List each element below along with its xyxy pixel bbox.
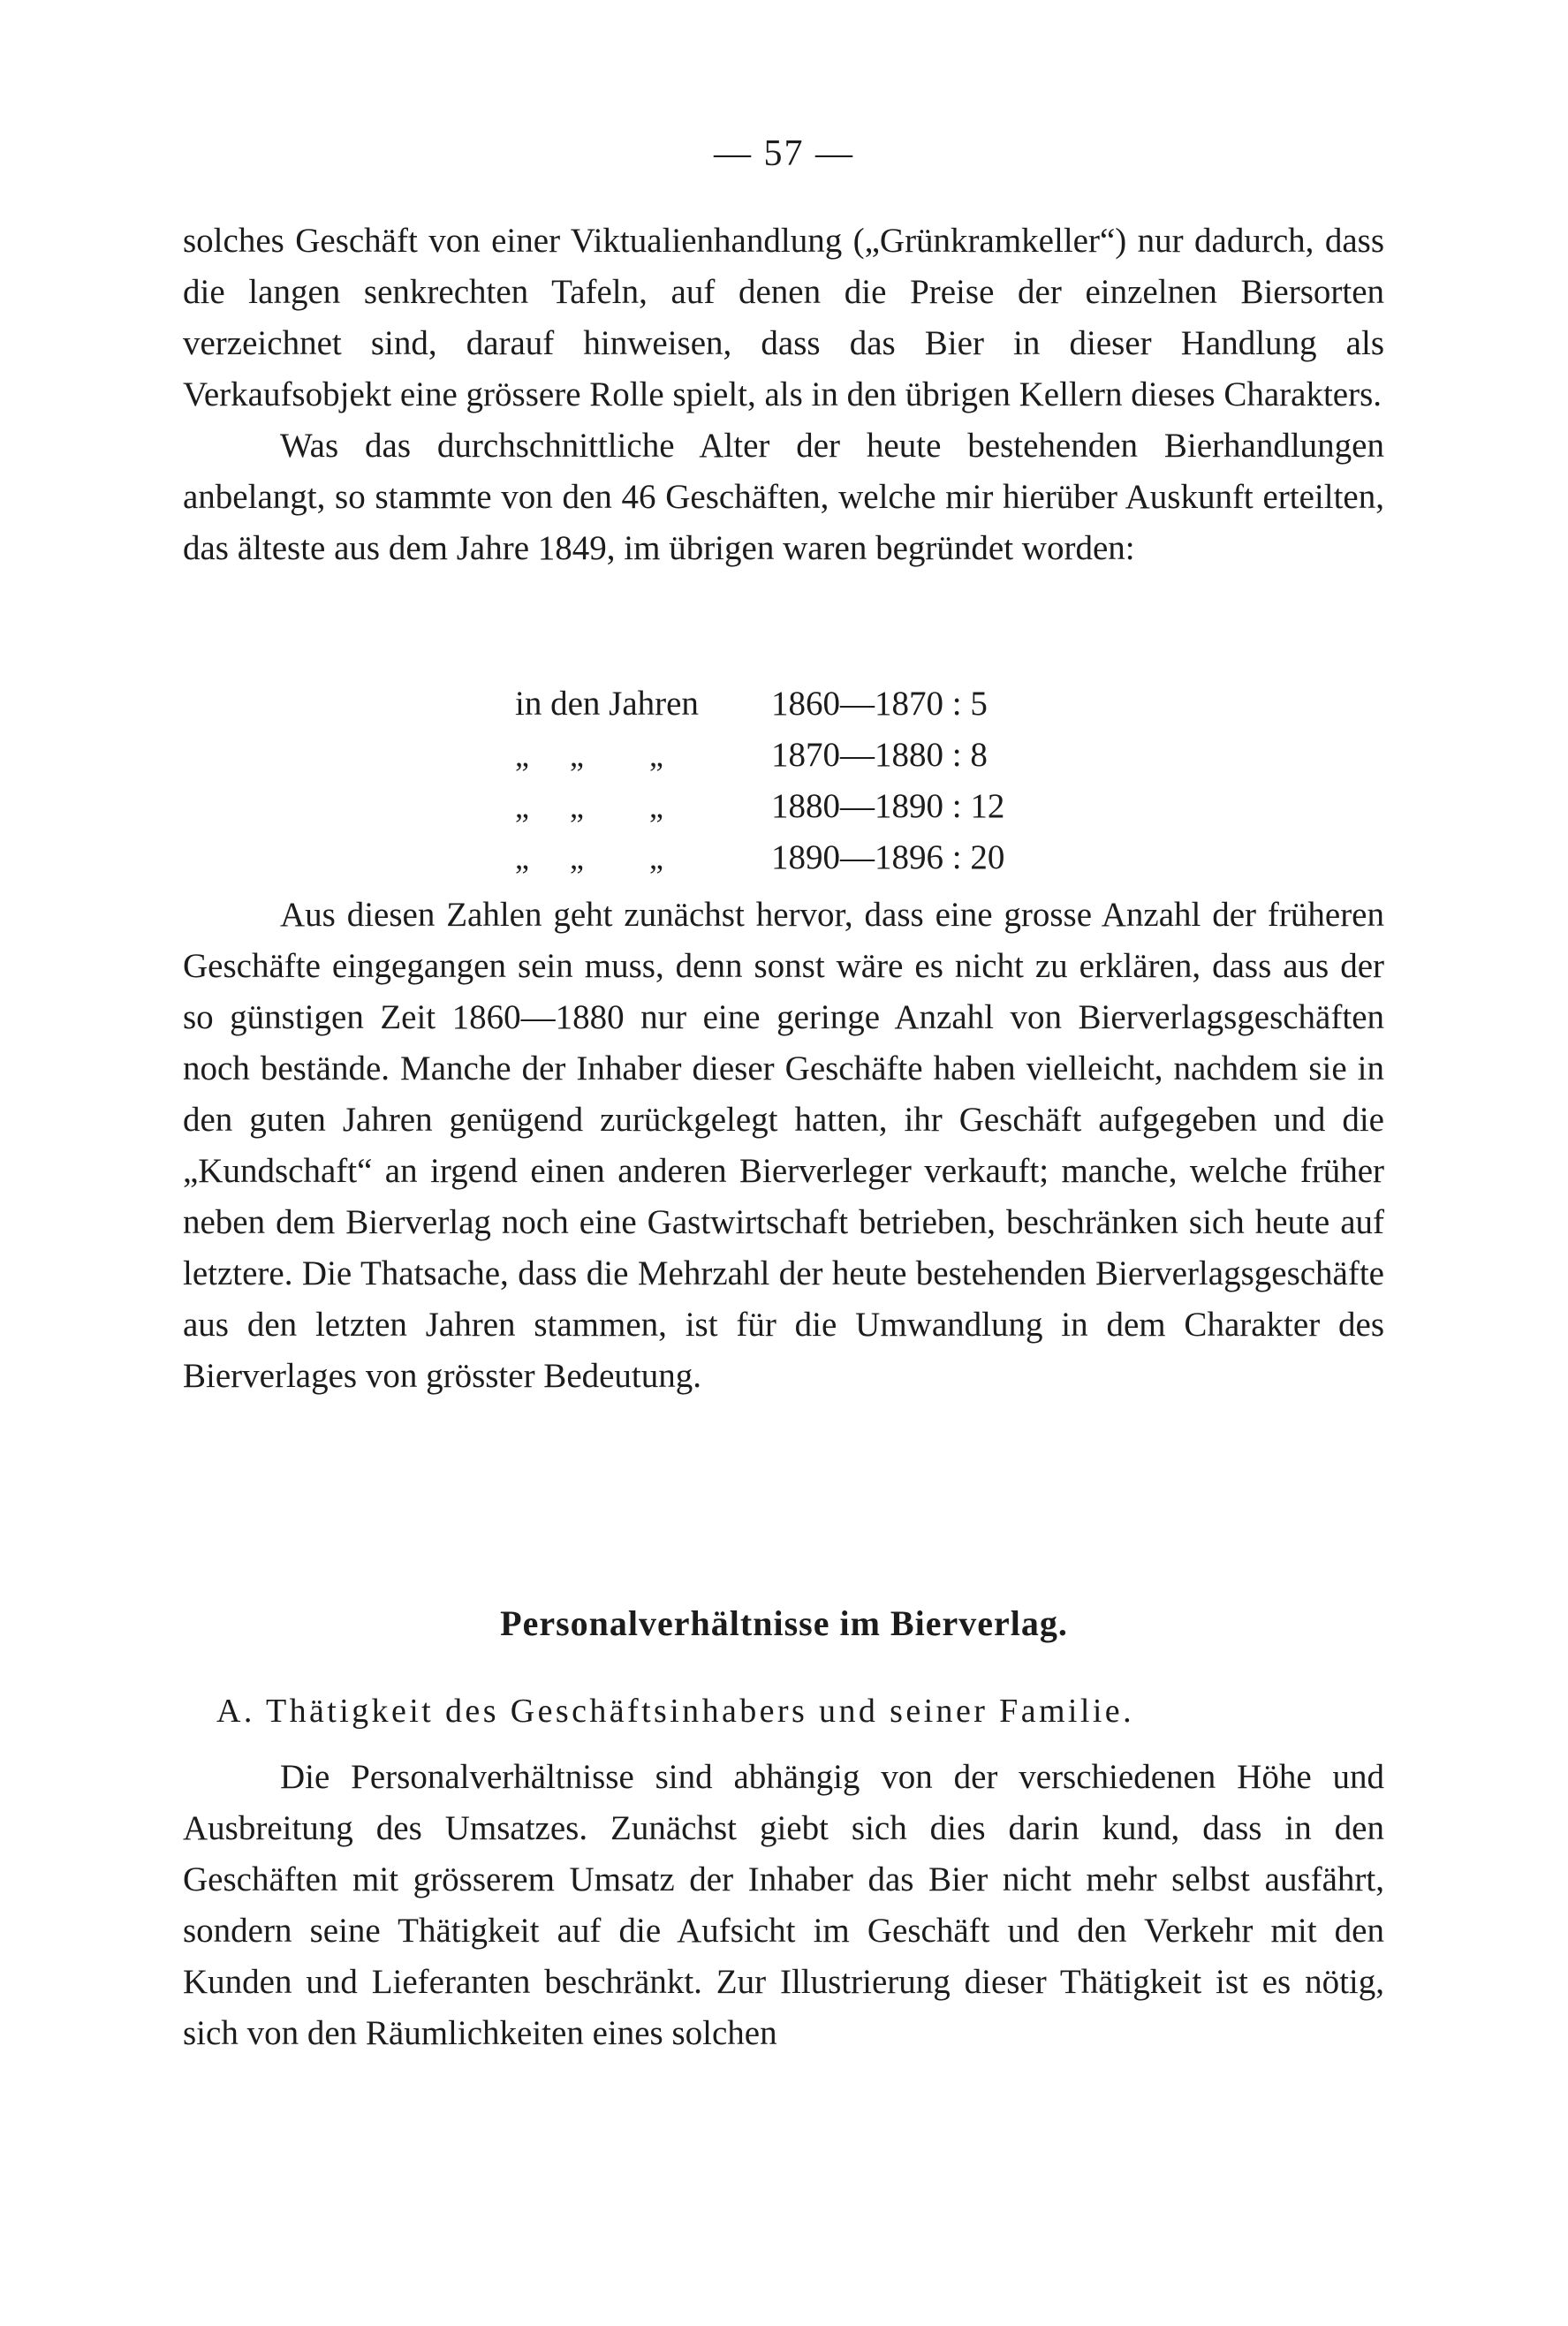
table-row-value: 1870—1880 : 8 xyxy=(771,736,988,774)
year-range: 1890—1896 xyxy=(771,838,943,876)
section-heading: Personalverhältnisse im Bierverlag. xyxy=(500,1603,1068,1643)
ditto-mark: „ xyxy=(570,738,584,773)
table-row xyxy=(515,832,1151,883)
shop-count: 5 xyxy=(970,685,988,723)
table-row-label: in den Jahren xyxy=(515,685,699,723)
page-number: — 57 — xyxy=(714,133,854,174)
ditto-mark: „ xyxy=(515,738,529,773)
text-block-intro xyxy=(183,216,1384,574)
ditto-mark: „ xyxy=(515,789,529,824)
ditto-mark: „ xyxy=(570,789,584,824)
table-row-label xyxy=(515,781,771,832)
paragraph-continuation: solches Geschäft von einer Viktualienhandlung („Grünkramkeller“) nur dadurch, dass die langen senkrechten Tafeln, auf denen die Preise der einzelnen Biersorten verzeichnet sind, darauf hinweisen, dass das Bier in dieser Handlung als Verkaufsobjekt eine grössere Rolle spielt, als in den übrigen Kellern dieses Charakters. xyxy=(183,222,1384,413)
ditto-mark: „ xyxy=(649,738,663,773)
subsection-heading: A. Thätigkeit des Geschäftsinhabers und seiner Familie. xyxy=(216,1693,1134,1730)
paragraph-personnel: Die Personalverhältnisse sind abhängig von der verschiedenen Höhe und Ausbreitung des Umsatzes. Zunächst giebt sich dies darin kund, dass in den Geschäften mit grösserem Umsatz der Inhaber das Bier nicht mehr selbst ausfährt, sondern seine Thätigkeit auf die Aufsicht im Geschäft und den Verkehr mit den Kunden und Lieferanten beschränkt. Zur Illustrierung dieser Thätigkeit ist es nötig, sich von den Räumlichkeiten eines solchen xyxy=(183,1758,1384,2052)
ditto-mark: „ xyxy=(649,789,663,824)
year-range: 1870—1880 xyxy=(771,736,943,774)
table-row xyxy=(515,781,1151,832)
table-row-value: 1880—1890 : 12 xyxy=(771,787,1005,825)
ditto-mark: „ xyxy=(649,840,663,875)
table-row-label xyxy=(515,832,771,883)
shop-count: 12 xyxy=(970,787,1005,825)
table-row xyxy=(515,730,1151,781)
founding-years-table xyxy=(515,678,1151,883)
paragraph-analysis: Aus diesen Zahlen geht zunächst hervor, dass eine grosse Anzahl der früheren Geschäfte eingegangen sein muss, denn sonst wäre es nicht zu erklären, dass aus der so günstigen Zeit 1860—1880 nur eine geringe Anzahl von Bierverlagsgeschäften noch bestände. Manche der Inhaber dieser Geschäfte haben vielleicht, nachdem sie in den guten Jahren genügend zurückgelegt hatten, ihr Geschäft aufgegeben und die „Kundschaft“ an irgend einen anderen Bierverleger verkauft; manche, welche früher neben dem Bierverlag noch eine Gastwirtschaft betrieben, beschränken sich heute auf letztere. Die Thatsache, dass die Mehrzahl der heute bestehenden Bierverlagsgeschäfte aus den letzten Jahren stammen, ist für die Umwandlung in dem Charakter des Bierverlages von grösster Bedeutung. xyxy=(183,896,1384,1395)
ditto-mark: „ xyxy=(515,840,529,875)
shop-count: 8 xyxy=(970,736,988,774)
ditto-mark: „ xyxy=(570,840,584,875)
table-row xyxy=(515,678,1151,730)
text-block-analysis xyxy=(183,890,1384,1402)
text-block-personnel xyxy=(183,1752,1384,2059)
table-row-value: 1860—1870 : 5 xyxy=(771,685,988,723)
year-range: 1880—1890 xyxy=(771,787,943,825)
paragraph-age-of-shops: Was das durchschnittliche Alter der heute bestehenden Bierhandlungen anbelangt, so stammte von den 46 Geschäften, welche mir hierüber Auskunft erteilten, das älteste aus dem Jahre 1849, im übrigen waren begründet worden: xyxy=(183,427,1384,567)
table-row-label xyxy=(515,730,771,781)
year-range: 1860—1870 xyxy=(771,685,943,723)
shop-count: 20 xyxy=(970,838,1005,876)
table-row-value: 1890—1896 : 20 xyxy=(771,838,1005,876)
